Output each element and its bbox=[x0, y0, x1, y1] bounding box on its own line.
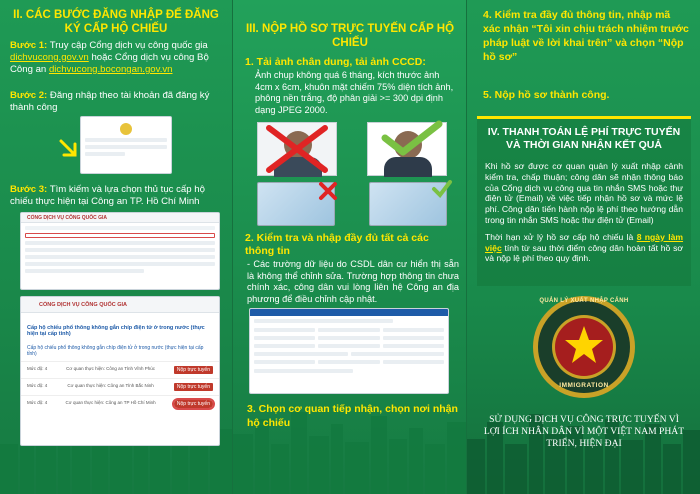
procedure-row bbox=[21, 378, 219, 395]
slogan: SỬ DỤNG DỊCH VỤ CÔNG TRỰC TUYẾN VÌ LỢI ÍCH NHÂN DÂN VÌ MỘT VIỆT NAM PHÁT TRIỂN, HIỆN ĐẠI bbox=[483, 414, 685, 449]
emblem-text-bottom: IMMIGRATION bbox=[559, 382, 609, 389]
check-icon bbox=[431, 178, 453, 200]
search-screenshot bbox=[20, 212, 220, 290]
logo-emblem bbox=[120, 123, 132, 135]
panel-login-steps bbox=[0, 0, 232, 494]
city-skyline-decoration bbox=[233, 384, 466, 494]
procedure-row bbox=[21, 361, 219, 378]
emblem-text-top: QUẢN LÝ XUẤT NHẬP CẢNH bbox=[539, 298, 629, 304]
login-screenshot bbox=[80, 116, 172, 174]
step2-text bbox=[10, 90, 225, 114]
box-heading: IV. THANH TOÁN LỆ PHÍ TRỰC TUYẾN VÀ THỜI GIAN NHẬN KẾT QUẢ bbox=[487, 126, 681, 151]
check-icon bbox=[377, 118, 447, 158]
step2-body: Đăng nhập theo tài khoản đã đăng ký thành công bbox=[10, 90, 210, 113]
step1-label: Bước 1: bbox=[10, 40, 48, 51]
item2-text: - Các trường dữ liệu do CSDL dân cư hiển thị sẵn là không thể chỉnh sửa. Trường hợp thông tin chưa chính xác, công dân vui lòng liên hệ Công an địa phương để điều chỉnh cập nhật. bbox=[247, 259, 459, 304]
row-agency: Cơ quan thực hiện: Công an Tỉnh Vĩnh Phúc bbox=[66, 366, 156, 371]
cross-icon bbox=[317, 180, 339, 202]
procedure-title: Cấp hộ chiếu phổ thông không gắn chíp điện tử ở trong nước (thực hiện tại cấp tỉnh) bbox=[27, 325, 205, 337]
section-heading: II. CÁC BƯỚC ĐĂNG NHẬP ĐỂ ĐĂNG KÝ CẤP HỘ CHIẾU bbox=[13, 9, 219, 35]
box-p2-a: Thời hạn xử lý hồ sơ cấp hộ chiếu là bbox=[485, 231, 634, 242]
box-paragraph-1: Khi hồ sơ được cơ quan quản lý xuất nhập cảnh kiểm tra, chấp thuận; công dân sẽ nhận thông báo của Cổng dịch vụ công qua tin nhắn SMS hoặc thư điện tử (Email) về việc tiếp nhận hồ sơ và mức lệ phí. Công dân tiến hành nộp lệ phí theo hướng dẫn trong tin nhắn SMS hoặc thư điện tử (Email) bbox=[485, 161, 683, 225]
step1-text-b: hoặc Cổng dịch vụ công Bộ Công an bbox=[10, 52, 209, 75]
section-heading: III. NỘP HỒ SƠ TRỰC TUYẾN CẤP HỘ CHIẾU bbox=[245, 23, 455, 49]
row-level: Mức độ: 4 bbox=[27, 400, 48, 405]
panel-payment bbox=[467, 0, 700, 494]
cross-icon bbox=[257, 122, 337, 176]
step1-text bbox=[10, 40, 225, 76]
step3-text bbox=[10, 184, 225, 208]
link-dichvucong-bocongan[interactable]: dichvucong.bocongan.gov.vn bbox=[48, 64, 173, 75]
box-paragraph-2 bbox=[477, 230, 691, 266]
item5-title: 5. Nộp hồ sơ thành công. bbox=[483, 89, 610, 101]
item2-title: 2. Kiểm tra và nhập đầy đủ tất cả các thông tin bbox=[245, 232, 429, 257]
item3-title: 3. Chọn cơ quan tiếp nhận, chọn nơi nhận hộ chiếu bbox=[247, 403, 458, 429]
procedure-screenshot bbox=[20, 296, 220, 446]
item1-text: Ảnh chụp không quá 6 tháng, kích thước ảnh 4cm x 6cm, khuôn mặt chiếm 75% diện tích ảnh, phông nền trắng, độ phân giải >= 300 dpi định dạng JPEG 2000. bbox=[255, 70, 454, 115]
step3-body: Tìm kiếm và lựa chọn thủ tục cấp hộ chiếu thực hiện tại Công an TP. Hồ Chí Minh bbox=[10, 184, 205, 207]
portrait-photos bbox=[257, 122, 453, 226]
panel-online-submission bbox=[233, 0, 466, 494]
procedure-row bbox=[21, 395, 219, 412]
arrow-icon bbox=[58, 138, 80, 160]
submit-online-button[interactable]: Nộp trực tuyến bbox=[174, 400, 213, 408]
item4-title: 4. Kiểm tra đầy đủ thông tin, nhập mã xác nhận “Tôi xin chịu trách nhiệm trước pháp luật về lời khai trên” và chọn “Nộp hồ sơ” bbox=[483, 9, 689, 63]
submit-online-button[interactable]: Nộp trực tuyến bbox=[174, 383, 213, 391]
portal-header-2: CỔNG DỊCH VỤ CÔNG QUỐC GIA bbox=[21, 297, 219, 313]
row-agency: Cơ quan thực hiện: Công an Tỉnh Bắc Ninh bbox=[67, 383, 154, 388]
submit-online-button[interactable]: Nộp trực tuyến bbox=[174, 366, 213, 374]
portal-header: CỔNG DỊCH VỤ CÔNG QUỐC GIA bbox=[21, 213, 219, 223]
immigration-emblem bbox=[531, 294, 637, 400]
form-screenshot bbox=[249, 308, 449, 394]
step2-label: Bước 2: bbox=[10, 90, 48, 101]
row-level: Mức độ: 4 bbox=[27, 366, 48, 371]
payment-info-box bbox=[477, 116, 691, 286]
row-agency: Cơ quan thực hiện: Công an TP Hồ Chí Minh bbox=[65, 400, 156, 405]
step1-text-a: Truy cập Cổng dịch vụ công quốc gia bbox=[49, 40, 208, 51]
row-level: Mức độ: 4 bbox=[27, 383, 48, 388]
step3-label: Bước 3: bbox=[10, 184, 48, 195]
procedure-title-repeat: Cấp hộ chiếu phổ thông không gắn chíp điện tử ở trong nước (thực hiện tại cấp tỉnh) bbox=[27, 345, 204, 357]
item1-title: 1. Tải ảnh chân dung, tải ảnh CCCD: bbox=[245, 56, 426, 68]
link-dichvucong[interactable]: dichvucong.gov.vn bbox=[10, 52, 89, 63]
processing-time-highlight: 8 ngày làm việc bbox=[485, 231, 684, 253]
box-p2-b: tính từ sau thời điểm công dân hoàn tất hồ sơ và nộp lệ phí theo quy định. bbox=[485, 242, 684, 264]
